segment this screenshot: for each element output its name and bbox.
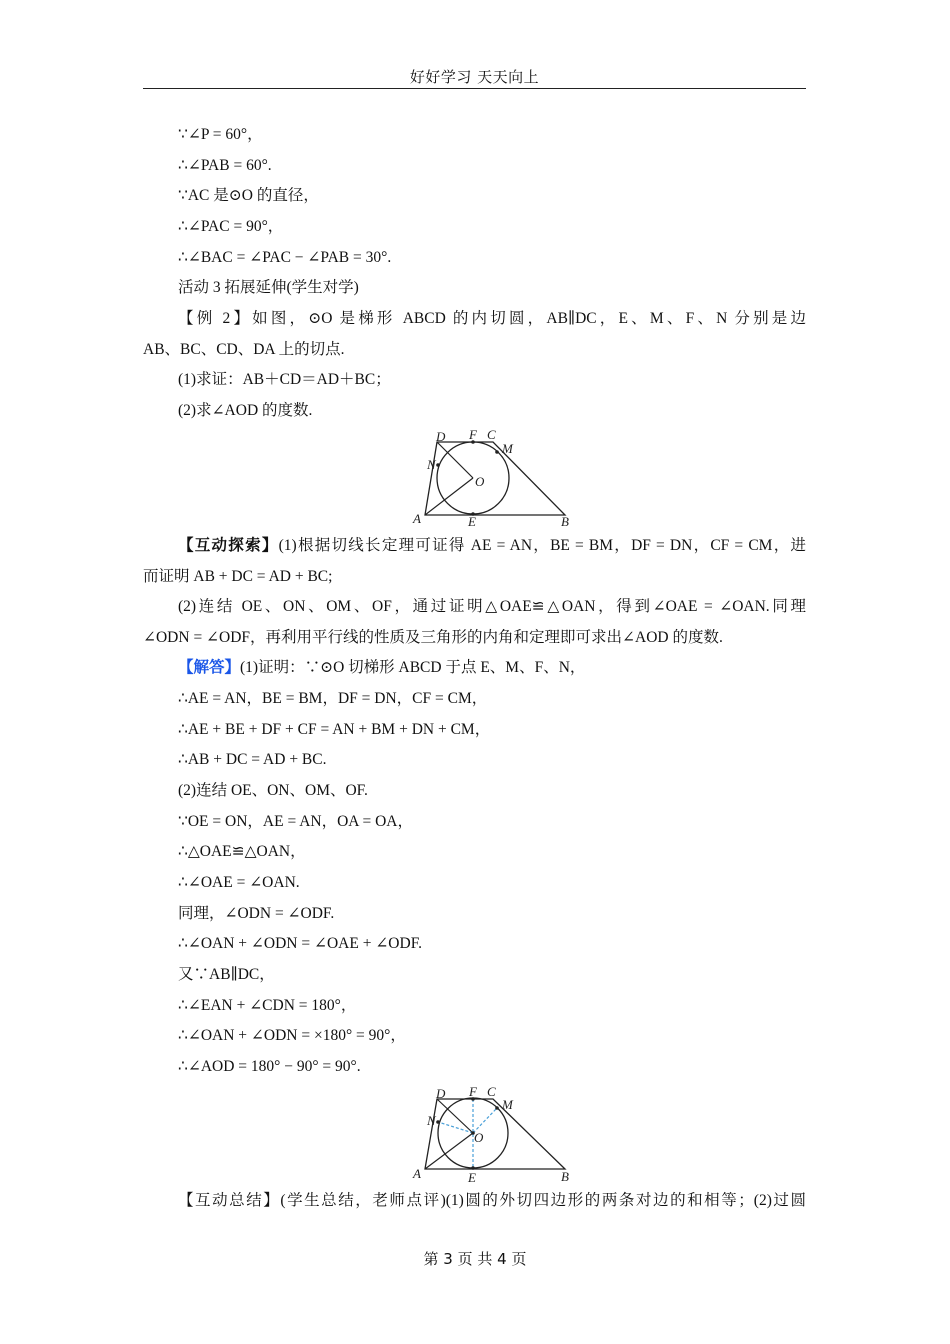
text-line: ∴∠OAE = ∠OAN. — [178, 874, 300, 891]
text-line: ∴∠OAN + ∠ODN = ∠OAE + ∠ODF. — [178, 935, 422, 952]
segment-ao — [425, 478, 473, 515]
text-line: ∴∠OAN + ∠ODN = ×180° = 90°， — [178, 1027, 406, 1044]
label-c: C — [487, 427, 496, 442]
label-e: E — [468, 514, 476, 529]
text-line: 而证明 AB + DC = AD + BC; — [143, 568, 333, 585]
text-line: (2)连结 OE、ON、OM、OF. — [178, 782, 368, 799]
page-header: 好好学习 天天向上 — [409, 68, 540, 86]
label-m: M — [502, 441, 513, 456]
text-line: ∴∠PAC = 90°， — [178, 218, 284, 235]
text-line: ∵OE = ON，AE = AN，OA = OA， — [178, 813, 413, 830]
label-d: D — [436, 1086, 446, 1101]
label-m: M — [502, 1097, 513, 1112]
text-line: ∵AC 是⊙O 的直径， — [178, 187, 319, 204]
label-n: N — [427, 457, 436, 472]
label-a: A — [413, 1166, 421, 1181]
example-2-statement: 【例 2】如图，⊙O 是梯形 ABCD 的内切圆，AB∥DC，E、M、F、N 分别是边 — [178, 310, 806, 327]
text-line: 活动 3 拓展延伸(学生对学) — [178, 279, 359, 296]
text-line: ∴∠PAB = 60°. — [178, 157, 272, 174]
text-span: (1)根据切线长定理可证得 AE = AN，BE = BM，DF = DN，CF = CM，进 — [278, 537, 806, 554]
segment-ao — [425, 1133, 473, 1169]
text-line: (1)求证：AB＋CD＝AD＋BC； — [178, 371, 391, 388]
text-span: (1)证明：∵⊙O 切梯形 ABCD 于点 E、M、F、N， — [240, 659, 586, 676]
text-line: AB、BC、CD、DA 上的切点. — [143, 341, 345, 358]
text-line — [178, 535, 806, 557]
text-line: ∴AE + BE + DF + CF = AN + BM + DN + CM， — [178, 721, 491, 738]
header-rule — [143, 88, 806, 89]
text-line: ∵∠P = 60°， — [178, 126, 263, 143]
label-interactive-exploration: 【互动探索】 — [178, 537, 279, 554]
label-e: E — [468, 1170, 476, 1185]
text-line: 又∵AB∥DC， — [178, 966, 275, 983]
text-line: ∴AE = AN，BE = BM，DF = DN，CF = CM， — [178, 690, 488, 707]
label-n: N — [427, 1113, 436, 1128]
text-line: (2)求∠AOD 的度数. — [178, 402, 313, 419]
text-line: ∠ODN = ∠ODF，再利用平行线的性质及三角形的内角和定理即可求出∠AOD 的度数. — [143, 629, 723, 646]
text-line: ∴∠AOD = 180° − 90° = 90°. — [178, 1058, 361, 1075]
point-n — [436, 1120, 440, 1124]
text-line: 同理，∠ODN = ∠ODF. — [178, 905, 335, 922]
trapezoid-abcd — [425, 442, 565, 515]
label-o: O — [474, 1130, 484, 1145]
text-line: ∴△OAE≌△OAN， — [178, 843, 306, 860]
label-a: A — [413, 511, 421, 526]
solution-first-line — [178, 657, 585, 679]
label-f: F — [469, 427, 477, 442]
interactive-summary: 【互动总结】(学生总结，老师点评)(1)圆的外切四边形的两条对边的和相等；(2)过圆 — [178, 1192, 806, 1209]
text-line: ∴∠EAN + ∠CDN = 180°， — [178, 997, 357, 1014]
label-o: O — [475, 474, 485, 489]
text-line: ∴∠BAC = ∠PAC − ∠PAB = 30°. — [178, 249, 392, 266]
label-b: B — [561, 1169, 569, 1184]
trapezoid-figure-1 — [410, 425, 580, 531]
trapezoid-figure-2 — [410, 1082, 580, 1188]
point-m — [495, 1106, 499, 1110]
solution-label: 【解答】 — [178, 659, 241, 676]
label-f: F — [469, 1084, 477, 1099]
label-c: C — [487, 1084, 496, 1099]
point-m — [495, 450, 499, 454]
page-footer: 第 3 页 共 4 页 — [423, 1250, 527, 1268]
text-line: (2)连结 OE、ON、OM、OF，通过证明△OAE≌△OAN，得到∠OAE = ∠OAN.同理 — [178, 598, 806, 615]
point-n — [436, 463, 440, 467]
text-line: ∴AB + DC = AD + BC. — [178, 751, 327, 768]
label-b: B — [561, 514, 569, 529]
label-d: D — [436, 429, 446, 444]
